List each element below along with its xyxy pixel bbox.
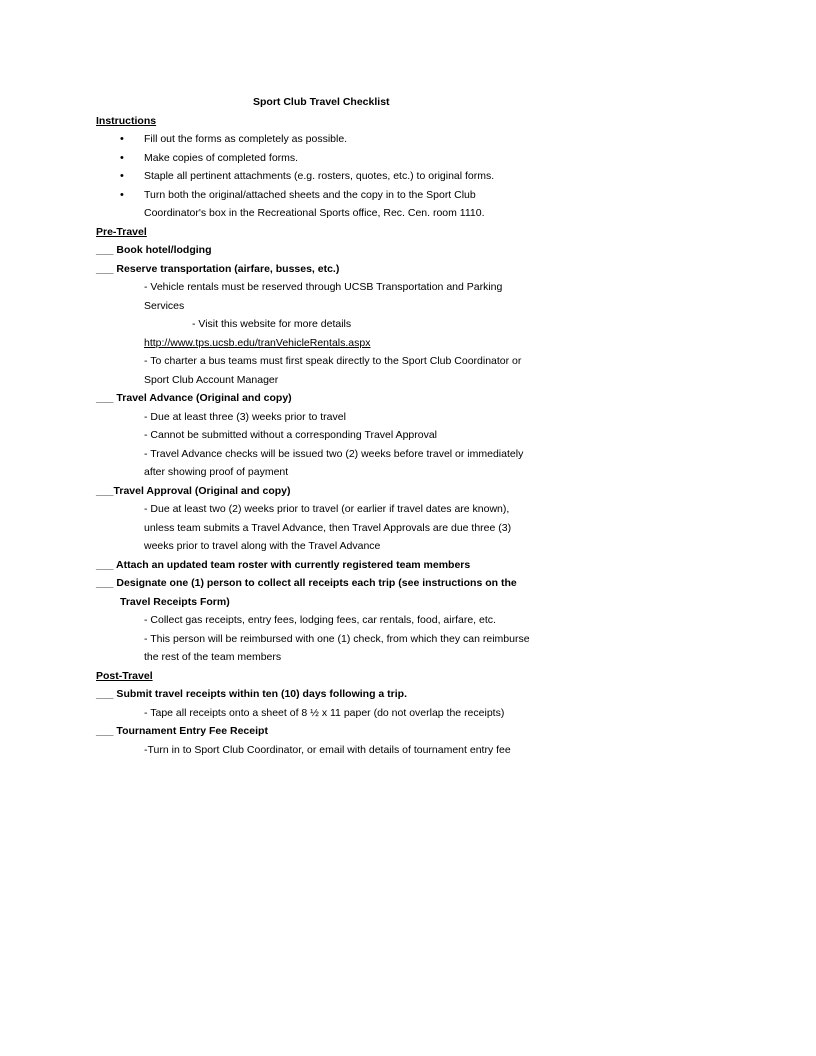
bullet-icon: • xyxy=(120,188,124,201)
instruction-text: Make copies of completed forms. xyxy=(144,151,299,164)
note-designate-person: - This person will be reimbursed with one (1) check, from which they can reimburse xyxy=(144,632,530,645)
note-submit-receipts: - Tape all receipts onto a sheet of 8 ½ x 11 paper (do not overlap the receipts) xyxy=(144,706,505,719)
document-page xyxy=(96,93,556,759)
note-travel-approval: unless team submits a Travel Advance, then Travel Approvals are due three (3) xyxy=(144,521,512,534)
instruction-text: Staple all pertinent attachments (e.g. rosters, quotes, etc.) to original forms. xyxy=(144,170,495,182)
note-travel-advance: - Cannot be submitted without a corresponding Travel Approval xyxy=(144,429,438,441)
bullet-icon: • xyxy=(120,151,124,164)
note-travel-approval: weeks prior to travel along with the Travel Advance xyxy=(144,540,381,552)
instruction-item xyxy=(96,186,556,205)
note-designate-person: the rest of the team members xyxy=(144,651,282,663)
instruction-item xyxy=(96,149,556,168)
post-travel-heading: Post-Travel xyxy=(96,669,153,682)
note-travel-advance: - Travel Advance checks will be issued two (2) weeks before travel or immediately xyxy=(144,447,524,460)
instruction-text-continued: Coordinator's box in the Recreational Sports office, Rec. Cen. room 1110. xyxy=(144,207,485,219)
vehicle-rentals-url[interactable]: http://www.tps.ucsb.edu/tranVehicleRentals.aspx xyxy=(144,336,371,349)
instruction-text: Fill out the forms as completely as possible. xyxy=(144,133,348,145)
instruction-item xyxy=(96,130,556,149)
checklist-item-reserve-transportation: ___ Reserve transportation (airfare, busses, etc.) xyxy=(96,262,340,275)
pre-travel-heading: Pre-Travel xyxy=(96,225,147,238)
bullet-icon: • xyxy=(120,170,124,182)
checklist-item-designate-person: ___ Designate one (1) person to collect all receipts each trip (see instructions on the xyxy=(96,577,517,589)
note-vehicle-rentals: - Vehicle rentals must be reserved through UCSB Transportation and Parking xyxy=(144,281,503,293)
bullet-icon: • xyxy=(120,133,124,145)
instructions-heading: Instructions xyxy=(96,114,157,127)
document-title: Sport Club Travel Checklist xyxy=(253,96,390,108)
note-travel-approval: - Due at least two (2) weeks prior to travel (or earlier if travel dates are known), xyxy=(144,503,510,515)
note-visit-website: - Visit this website for more details xyxy=(192,318,352,330)
checklist-item-travel-advance: ___ Travel Advance (Original and copy) xyxy=(96,392,292,404)
vehicle-rentals-link[interactable] xyxy=(96,334,556,353)
checklist-item-book-lodging: ___ Book hotel/lodging xyxy=(96,244,212,256)
checklist-item-designate-person-continued: Travel Receipts Form) xyxy=(120,595,230,608)
checklist-item-tournament-fee: ___ Tournament Entry Fee Receipt xyxy=(96,725,268,737)
checklist-item-travel-approval: ___Travel Approval (Original and copy) xyxy=(96,484,291,497)
instruction-text: Turn both the original/attached sheets and the copy in to the Sport Club xyxy=(144,188,476,201)
note-tournament-fee: -Turn in to Sport Club Coordinator, or email with details of tournament entry fee xyxy=(144,743,511,756)
note-vehicle-rentals-continued: Services xyxy=(144,299,185,312)
note-travel-advance: after showing proof of payment xyxy=(144,466,289,478)
instruction-item xyxy=(96,167,556,186)
note-travel-advance: - Due at least three (3) weeks prior to travel xyxy=(144,410,346,423)
note-charter-bus-continued: Sport Club Account Manager xyxy=(144,373,279,386)
note-designate-person: - Collect gas receipts, entry fees, lodging fees, car rentals, food, airfare, etc. xyxy=(144,614,496,626)
checklist-item-submit-receipts: ___ Submit travel receipts within ten (10) days following a trip. xyxy=(96,688,407,700)
note-charter-bus: - To charter a bus teams must first speak directly to the Sport Club Coordinator or xyxy=(144,355,522,367)
checklist-item-team-roster: ___ Attach an updated team roster with currently registered team members xyxy=(96,558,471,571)
